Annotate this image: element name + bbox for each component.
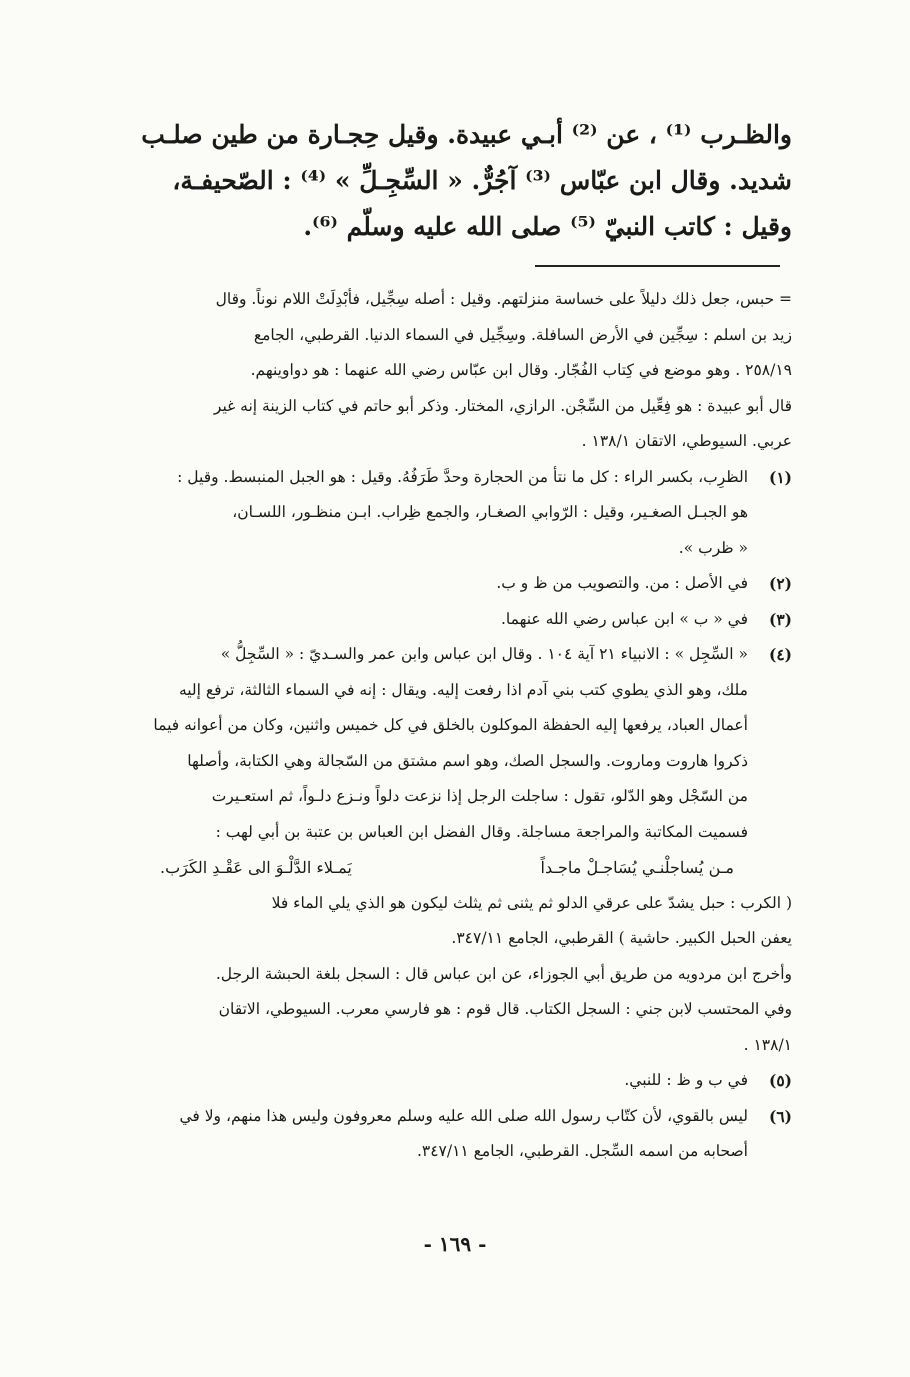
footnote-line: عربي. السيوطي، الاتقان ١٣٨/١ . <box>581 432 792 450</box>
footnote-line: أصحابه من اسمه السِّجل. القرطبي، الجامع ٣٤٧/١١. <box>416 1142 748 1160</box>
footnote-4-continued <box>100 886 792 1064</box>
poetry-verse <box>100 850 748 886</box>
verse-hemistich-second: يَمـلاء الدَّلْـوَ الى عَقْـدِ الكَرَب. <box>160 858 352 877</box>
footnote-line: قال أبو عبيدة : هو فِعِّيل من السِّجْن. الرازي، المختار. وذكر أبو حاتم في كتاب الزينة إنه غير <box>213 396 792 415</box>
footnote-separator <box>535 265 780 267</box>
footnote-line: « السِّجِل » : الانبياء ٢١ آية ١٠٤ . وقال ابن عباس وابن عمر والسـديّ : « السِّجِلُّ » <box>220 645 748 663</box>
footnote-line: يعفن الحبل الكبير. حاشية ) القرطبي، الجامع ٣٤٧/١١. <box>451 929 792 947</box>
footnote-line: هو الجبـل الصغـير، وقيل : الرّوابي الصغـار، والجمع ظِراب. ابـن منظـور، اللسـان، <box>232 503 748 521</box>
page-number: - ١٦٩ - <box>423 1232 487 1256</box>
footnote-line: ملك، وهو الذي يطوي كتب بني آدم اذا رفعت إليه. ويقال : إنه في السماء الثالثة، ترفع إليه <box>178 680 748 699</box>
footnote-5 <box>100 1063 792 1099</box>
verse-hemistich-first: مـن يُساجلْنـي يُسَاجـلْ ماجـداً <box>540 858 734 877</box>
footnote-2 <box>100 566 792 602</box>
footnote-line: في ب و ظ : للنبي. <box>624 1071 748 1089</box>
footnote-line: في الأصل : من. والتصويب من ظ و ب. <box>496 574 748 592</box>
footnote-line: من السّجْل وهو الدّلو، تقول : ساجلت الرجل إذا نزعت دلواً ونـزع دلـواً، ثم استعـيرت <box>211 787 748 805</box>
footnote-1 <box>100 460 792 567</box>
main-line: والظـرب ⁽¹⁾ ، عن ⁽²⁾ أبـي عبيدة. وقيل حِجـارة من طين صلـب <box>141 120 792 149</box>
footnote-3 <box>100 602 792 638</box>
footnote-line: الظرِب، بكسر الراء : كل ما نتأ من الحجارة وحدَّ طَرَفُهُ. وقيل : هو الجبل المنبسط. وقيل : <box>177 467 748 486</box>
footnote-line: ليس بالقوي، لأن كتّاب رسول الله صلى الله عليه وسلم معروفون وليس هذا منهم، ولا في <box>179 1106 748 1125</box>
footnote-number: (٢) <box>768 574 792 593</box>
footnote-line: فسميت المكاتبة والمراجعة مساجلة. وقال الفضل ابن العباس بن عتبة بن أبي لهب : <box>215 822 748 841</box>
main-line: وقيل : كاتب النبيّ ⁽⁵⁾ صلى الله عليه وسلّم ⁽⁶⁾. <box>303 212 792 241</box>
footnote-4 <box>100 637 792 886</box>
footnote-line: وفي المحتسب لابن جني : السجل الكتاب. قال قوم : هو فارسي معرب. السيوطي، الاتقان <box>218 1000 792 1018</box>
footnote-line: ( الكرب : حبل يشدّ على عرقي الدلو ثم يثنى ثم يثلث ليكون هو الذي يلي الماء فلا <box>271 893 792 912</box>
main-line: شديد. وقال ابن عبّاس ⁽³⁾ آجُرٌّ. « السِّجِـلِّ » ⁽⁴⁾ : الصّحيفـة، <box>172 166 792 195</box>
footnote-line: « ظرب ». <box>678 538 748 557</box>
footnote-line: = حبس، جعل ذلك دليلاً على خساسة منزلتهم. وقيل : أصله سِجِّيل، فأبْدِلَتْ اللام نوناً. وقال <box>215 290 792 308</box>
footnote-body <box>100 637 748 886</box>
footnote-line: وأخرج ابن مردويه من طريق أبي الجوزاء، عن ابن عباس قال : السجل بلغة الحبشة الرجل. <box>215 964 792 983</box>
footnote-line: في « ب » ابن عباس رضي الله عنهما. <box>500 609 748 628</box>
footnote-number: (٦) <box>768 1106 792 1126</box>
footnotes-section <box>100 282 792 1170</box>
continued-footnote <box>100 282 792 460</box>
footnote-line: ١٣٨/١ . <box>743 1035 792 1054</box>
footnote-number: (٤) <box>768 645 792 664</box>
footnote-body <box>100 566 748 602</box>
main-text <box>100 112 792 250</box>
footnote-line: ٢٥٨/١٩ . وهو موضع في كِتاب الفُجّار. وقال ابن عبّاس رضي الله عنهما : هو دواوينهم. <box>250 361 792 379</box>
footnote-body <box>100 1063 748 1099</box>
footnote-number: (١) <box>768 467 792 487</box>
footnote-line: أعمال العباد، يرفعها إليه الحفظة الموكلون بالخلق في كل خميس واثنين، وكان من أعوانه فيما <box>153 716 748 734</box>
footnote-line: ذكروا هاروت وماروت. والسجل الصك، وهو اسم مشتق من السّجالة وهي الكتابة، وأصلها <box>187 751 748 770</box>
footnote-number: (٥) <box>768 1071 792 1090</box>
footnote-6 <box>100 1099 792 1170</box>
footnote-number: (٣) <box>768 609 792 629</box>
footnote-body <box>100 1099 748 1170</box>
footnote-body <box>100 602 748 638</box>
footnote-body <box>100 460 748 567</box>
footnote-line: زيد بن اسلم : سِجِّين في الأرض السافلة. وسِجِّيل في السماء الدنيا. القرطبي، الجامع <box>253 325 792 344</box>
